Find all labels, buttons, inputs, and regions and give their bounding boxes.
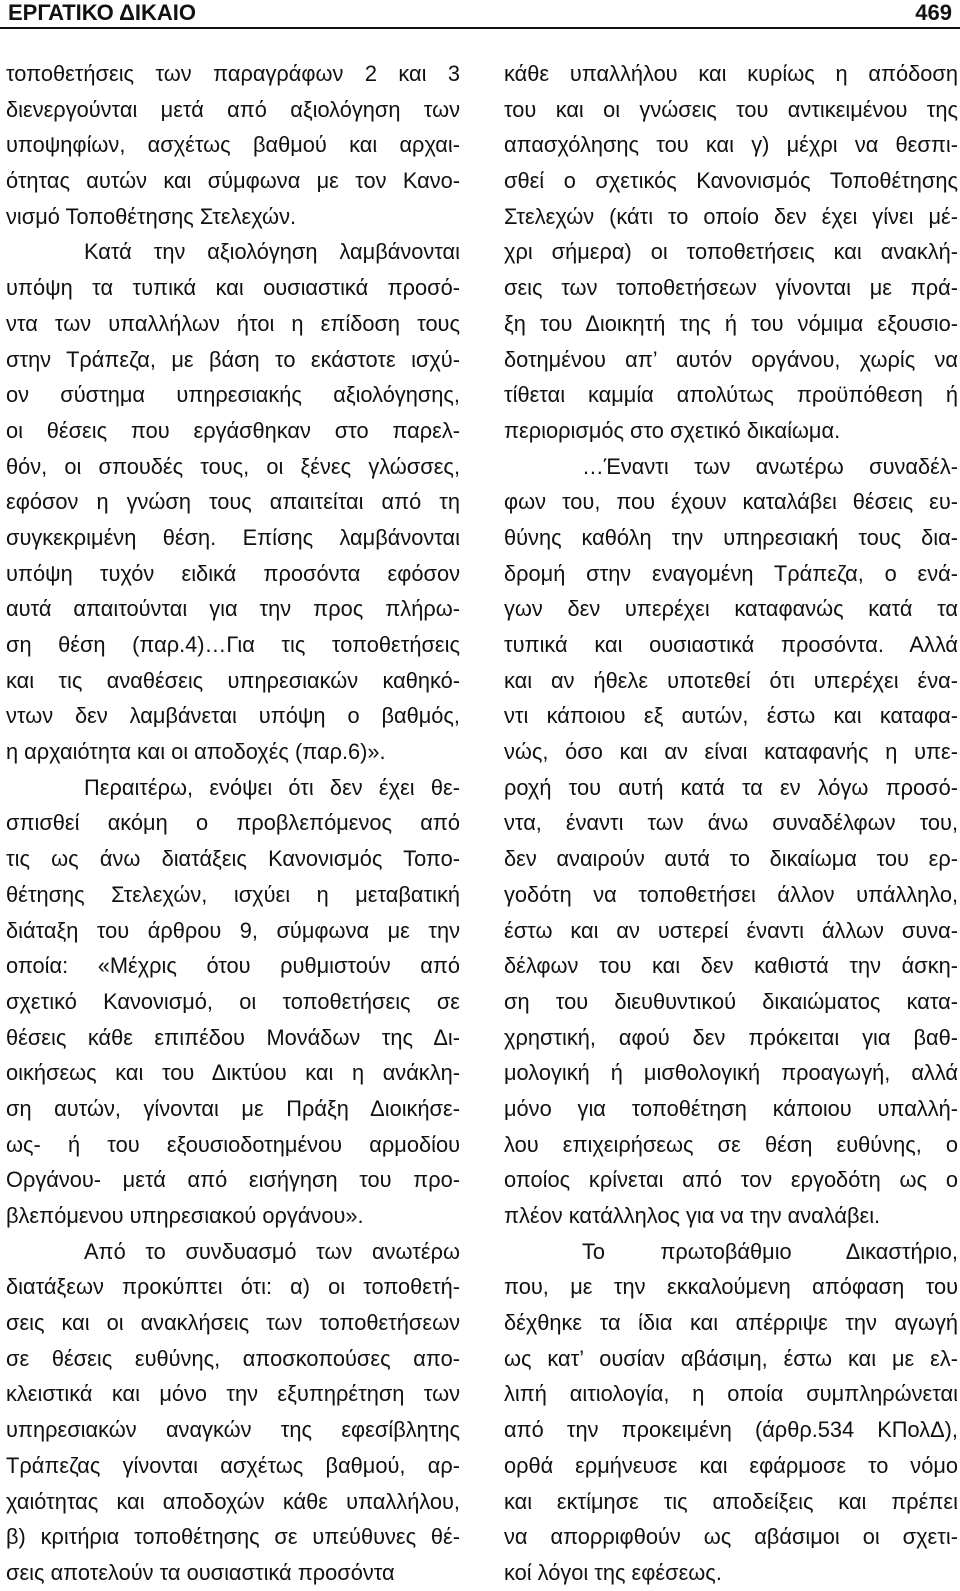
text-line: Τράπεζας γίνονται ασχέτως βαθμού, αρ- — [6, 1452, 460, 1478]
text-line: β) κριτήρια τοποθέτησης σε υπεύθυνες θέ- — [6, 1524, 460, 1550]
text-line: και αν ήθελε υποτεθεί ότι υπερέχει ένα- — [504, 667, 958, 693]
text-line: ντι κάποιου εξ αυτών, έστω και καταφα- — [504, 703, 958, 729]
text-line: οποίος κρίνεται από τον εργοδότη ως ο — [504, 1167, 958, 1193]
text-line: κλειστικά και μόνο την εξυπηρέτηση των — [6, 1381, 460, 1407]
text-line: του και οι γνώσεις του αντικειμένου της — [504, 96, 958, 122]
text-line: κοί λόγοι της εφέσεως. — [504, 1559, 722, 1585]
text-line: και τις αναθέσεις υπηρεσιακών καθηκό- — [6, 667, 460, 693]
text-line: μολογική ή μισθολογική προαγωγή, αλλά — [504, 1060, 958, 1086]
text-line: δέλφων του και δεν καθιστά την άσκη- — [504, 953, 958, 979]
text-line: σχετικό Κανονισμό, οι τοποθετήσεις σε — [6, 988, 460, 1014]
text-line: διάταξη του άρθρου 9, σύμφωνα με την — [6, 917, 460, 943]
text-line: ροχή του αυτή κατά τα εν λόγω προσό- — [504, 774, 958, 800]
text-line: σπισθεί ακόμη ο προβλεπόμενος από — [6, 810, 460, 836]
text-line: υπηρεσιακών αναγκών της εφεσίβλητης — [6, 1417, 460, 1443]
text-line: που, με την εκκαλούμενη απόφαση του — [504, 1274, 958, 1300]
header-rule — [0, 27, 960, 29]
text-line: φων του, που έχουν καταλάβει θέσεις ευ- — [504, 489, 958, 515]
text-line: τυπικά και ουσιαστικά προσόντα. Αλλά — [504, 632, 958, 657]
text-line: ως- ή του εξουσιοδοτημένου αρμοδίου — [6, 1131, 460, 1157]
text-line: σεις αποτελούν τα ουσιαστικά προσόντα — [6, 1559, 395, 1585]
section-title: ΕΡΓΑΤΙΚΟ ΔΙΚΑΙΟ — [8, 0, 196, 25]
text-line: περιορισμός στο σχετικό δικαίωμα. — [504, 417, 841, 443]
text-line: νισμό Τοποθέτησης Στελεχών. — [6, 203, 297, 229]
text-line: ορθά ερμήνευσε και εφάρμοσε το νόμο — [504, 1452, 958, 1478]
text-line: θέσεις κάθε επιπέδου Μονάδων της Δι- — [6, 1024, 460, 1050]
text-line: διενεργούνται μετά από αξιολόγηση των — [6, 96, 460, 122]
page-number: 469 — [915, 0, 952, 25]
left-text-column — [6, 56, 460, 1591]
text-line: δοτημένου απ’ αυτόν οργάνου, χωρίς να — [504, 346, 958, 372]
text-line: κάθε υπαλλήλου και κυρίως η απόδοση — [504, 61, 958, 86]
text-line: δρομή στην εναγομένη Τράπεζα, ο ενά- — [504, 560, 958, 586]
text-line: μόνο για τοποθέτηση κάποιου υπαλλή- — [504, 1095, 958, 1121]
text-line: ντων δεν λαμβάνεται υπόψη ο βαθμός, — [6, 703, 460, 729]
right-text-column — [504, 56, 958, 1591]
text-line: υπόψη τυχόν ειδικά προσόντα εφόσον — [6, 560, 460, 586]
text-line: Στελεχών (κάτι το οποίο δεν έχει γίνει μέ- — [504, 203, 958, 229]
text-line: εφόσον η γνώση τους απαιτείται από τη — [6, 489, 460, 515]
text-line: διατάξεων προκύπτει ότι: α) οι τοποθετή- — [6, 1274, 460, 1300]
text-line: χρηστική, αφού δεν πρόκειται για βαθ- — [504, 1024, 958, 1050]
text-line: ντα των υπαλλήλων ήτοι η επίδοση τους — [6, 310, 460, 336]
text-line: Από το συνδυασμό των ανωτέρω — [84, 1238, 460, 1264]
text-line: θέτησης Στελεχών, ισχύει η μεταβατική — [6, 881, 460, 907]
text-line: γοδότη να τοποθετήσει άλλον υπάλληλο, — [504, 881, 958, 907]
text-line: χαιότητας και αποδοχών κάθε υπαλλήλου, — [6, 1488, 460, 1514]
text-line: απασχόλησης του και γ) μέχρι να θεσπι- — [504, 132, 958, 158]
text-line: ότητας αυτών και σύμφωνα με τον Κανο- — [6, 168, 460, 194]
text-line: στην Τράπεζα, με βάση το εκάστοτε ισχύ- — [6, 346, 460, 372]
text-line: οι θέσεις που εργάσθηκαν στο παρελ- — [6, 417, 460, 443]
text-line: θόν, οι σπουδές τους, οι ξένες γλώσσες, — [6, 453, 460, 479]
running-header — [0, 0, 960, 28]
text-line: βλεπόμενου υπηρεσιακού οργάνου». — [6, 1203, 364, 1228]
text-line: έστω και αν υστερεί έναντι άλλων συνα- — [504, 917, 958, 943]
text-line: δέχθηκε τα ίδια και απέρριψε την αγωγή — [504, 1310, 958, 1336]
text-line: σε θέσεις ευθύνης, αποσκοπούσες απο- — [6, 1345, 460, 1371]
text-line: ντα, έναντι των άνω συναδέλφων του, — [504, 810, 958, 836]
text-line: θύνης καθόλη την υπηρεσιακή τους δια- — [504, 524, 958, 550]
text-line: Το πρωτοβάθμιο Δικαστήριο, — [582, 1238, 958, 1264]
text-line: συγκεκριμένη θέση. Επίσης λαμβάνονται — [6, 524, 460, 550]
text-line: ση θέση (παρ.4)…Για τις τοποθετήσεις — [6, 632, 460, 657]
text-line: ξη του Διοικητή της ή του νόμιμα εξουσιο- — [504, 310, 958, 336]
text-line: Κατά την αξιολόγηση λαμβάνονται — [84, 239, 460, 265]
text-line: Οργάνου- μετά από εισήγηση του προ- — [6, 1167, 460, 1193]
text-line: γων δεν υπερέχει καταφανώς κατά τα — [504, 596, 958, 622]
text-line: τοποθετήσεις των παραγράφων 2 και 3 — [6, 61, 460, 86]
text-line: οποία: «Μέχρις ότου ρυθμιστούν από — [6, 953, 460, 979]
text-line: τίθεται καμμία απολύτως προϋπόθεση ή — [504, 382, 958, 408]
text-line: από την προκειμένη (άρθρ.534 ΚΠολΔ), — [504, 1417, 958, 1443]
text-line: πλέον κατάλληλος για να την αναλάβει. — [504, 1203, 881, 1228]
text-line: και εκτίμησε τις αποδείξεις και πρέπει — [504, 1488, 958, 1514]
text-line: δεν αναιρούν αυτά το δικαίωμα του ερ- — [504, 846, 958, 872]
text-line: η αρχαιότητα και οι αποδοχές (παρ.6)». — [6, 739, 386, 765]
text-line: αυτά απαιτούνται για την προς πλήρω- — [6, 596, 460, 622]
text-line: νώς, όσο και αν είναι καταφανής η υπε- — [504, 739, 958, 765]
text-line: υποψηφίων, ασχέτως βαθμού και αρχαι- — [6, 132, 460, 158]
text-line: ον σύστημα υπηρεσιακής αξιολόγησης, — [6, 382, 460, 408]
text-line: χρι σήμερα) οι τοποθετήσεις και ανακλή- — [504, 239, 958, 265]
text-line: λιπή αιτιολογία, η οποία συμπληρώνεται — [504, 1381, 958, 1407]
text-line: να απορριφθούν ως αβάσιμοι οι σχετι- — [504, 1524, 958, 1550]
text-line: υπόψη τα τυπικά και ουσιαστικά προσό- — [6, 275, 460, 301]
text-line: σθεί ο σχετικός Κανονισμός Τοποθέτησης — [504, 168, 958, 194]
text-line: ως κατ’ ουσίαν αβάσιμη, έστω και με ελ- — [504, 1345, 958, 1371]
text-line: ση αυτών, γίνονται με Πράξη Διοικήσε- — [6, 1095, 460, 1121]
text-line: ση του διευθυντικού δικαιώματος κατα- — [504, 988, 958, 1014]
text-line: τις ως άνω διατάξεις Κανονισμός Τοπο- — [6, 846, 460, 872]
text-line: οικήσεως και του Δικτύου και η ανάκλη- — [6, 1060, 460, 1086]
text-line: Περαιτέρω, ενόψει ότι δεν έχει θε- — [84, 774, 460, 800]
text-line: σεις και οι ανακλήσεις των τοποθετήσεων — [6, 1310, 460, 1336]
text-line: λου επιχειρήσεως σε θέση ευθύνης, ο — [504, 1131, 958, 1157]
text-line: σεις των τοποθετήσεων γίνονται με πρά- — [504, 275, 958, 301]
text-line: …Έναντι των ανωτέρω συναδέλ- — [582, 453, 958, 479]
